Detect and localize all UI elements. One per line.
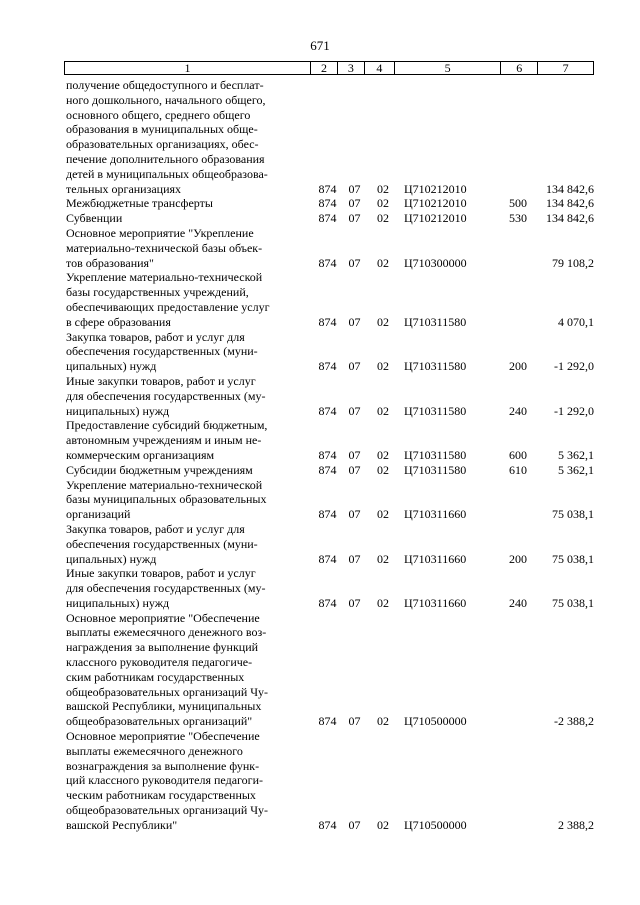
row-gr-code: 874 xyxy=(318,595,337,610)
row-name: Основное мероприятие "Укрепление материально-технической базы объек- тов образования" xyxy=(66,225,263,270)
row-gr-code: 874 xyxy=(318,507,337,522)
header-col-7: 7 xyxy=(562,61,569,75)
row-gr-code: 874 xyxy=(318,211,337,226)
row-section-code: 07 xyxy=(348,359,361,374)
row-section-code: 07 xyxy=(348,447,361,462)
row-target-code: Ц710311580 xyxy=(404,314,467,329)
row-amount: 75 038,1 xyxy=(552,595,594,610)
row-expense-type: 240 xyxy=(509,595,527,610)
header-col-6: 6 xyxy=(501,62,538,74)
row-section-code: 07 xyxy=(348,551,361,566)
row-target-code: Ц710311660 xyxy=(404,595,467,610)
row-section-code: 07 xyxy=(348,181,361,196)
table-body xyxy=(64,78,594,833)
row-subsection-code: 02 xyxy=(377,447,389,462)
row-subsection-code: 02 xyxy=(377,595,389,610)
row-target-code: Ц710311660 xyxy=(404,551,467,566)
table-row xyxy=(64,566,594,610)
row-target-code: Ц710212010 xyxy=(404,181,467,196)
header-col-4: 4 xyxy=(365,62,395,74)
row-amount: 5 362,1 xyxy=(558,462,594,477)
row-target-code: Ц710311580 xyxy=(404,403,467,418)
row-amount: 134 842,6 xyxy=(546,196,594,211)
table-row xyxy=(64,418,594,462)
row-subsection-code: 02 xyxy=(377,314,389,329)
row-gr-code: 874 xyxy=(318,714,337,729)
row-subsection-code: 02 xyxy=(377,507,389,522)
row-subsection-code: 02 xyxy=(377,714,389,729)
row-expense-type: 530 xyxy=(509,211,527,226)
row-target-code: Ц710300000 xyxy=(404,255,467,270)
row-name: Закупка товаров, работ и услуг для обеспечения государственных (муни- ципальных) нужд xyxy=(66,329,258,374)
page-number: 671 xyxy=(310,38,330,53)
table-row xyxy=(64,330,594,374)
row-name: Иные закупки товаров, работ и услуг для обеспечения государственных (му- ниципальных) нужд xyxy=(66,373,266,418)
row-section-code: 07 xyxy=(348,462,361,477)
row-expense-type: 240 xyxy=(509,403,527,418)
row-name: Основное мероприятие "Обеспечение выплаты ежемесячного денежного воз- награждения за выполнение функций классного руководителя педагогиче- ским работникам государственных общеобразовательных организаций Чу- вашской Республики, муниципальных общеобразовательных организаций" xyxy=(66,610,269,729)
header-col-2: 2 xyxy=(311,62,338,74)
table-row xyxy=(64,211,594,226)
row-expense-type: 200 xyxy=(509,551,527,566)
table-row xyxy=(64,374,594,418)
row-section-code: 07 xyxy=(348,817,361,832)
row-gr-code: 874 xyxy=(318,817,337,832)
row-name: Основное мероприятие "Обеспечение выплаты ежемесячного денежного вознаграждения за выполнение функ- ций классного руководителя педагоги- ческим работникам государственных общеобразовательных организаций Чу- вашской Республики" xyxy=(66,729,269,832)
row-amount: 2 388,2 xyxy=(558,817,594,832)
row-subsection-code: 02 xyxy=(377,551,389,566)
table-row xyxy=(64,270,594,329)
row-expense-type: 610 xyxy=(509,462,527,477)
row-target-code: Ц710212010 xyxy=(404,196,467,211)
row-target-code: Ц710311580 xyxy=(404,359,467,374)
row-subsection-code: 02 xyxy=(377,181,389,196)
row-target-code: Ц710212010 xyxy=(404,211,467,226)
row-section-code: 07 xyxy=(348,196,361,211)
row-amount: 5 362,1 xyxy=(558,447,594,462)
row-expense-type: 200 xyxy=(509,359,527,374)
row-gr-code: 874 xyxy=(318,403,337,418)
row-name: Укрепление материально-технической базы муниципальных образовательных организаций xyxy=(66,477,267,522)
row-gr-code: 874 xyxy=(318,551,337,566)
table-row xyxy=(64,478,594,522)
row-name: Иные закупки товаров, работ и услуг для обеспечения государственных (му- ниципальных) нужд xyxy=(66,566,266,610)
row-gr-code: 874 xyxy=(318,181,337,196)
row-name: Субвенции xyxy=(66,211,123,226)
table-row xyxy=(64,522,594,566)
header-col-5: 5 xyxy=(395,62,502,74)
table-header xyxy=(64,61,594,75)
row-expense-type: 500 xyxy=(509,196,527,211)
row-subsection-code: 02 xyxy=(377,255,389,270)
row-subsection-code: 02 xyxy=(377,359,389,374)
row-subsection-code: 02 xyxy=(377,403,389,418)
row-target-code: Ц710500000 xyxy=(404,817,467,832)
row-amount: 79 108,2 xyxy=(552,255,594,270)
table-row xyxy=(64,78,594,196)
row-section-code: 07 xyxy=(348,211,361,226)
row-subsection-code: 02 xyxy=(377,817,389,832)
row-amount: 75 038,1 xyxy=(552,507,594,522)
row-name: Предоставление субсидий бюджетным, автономным учреждениям и иным не- коммерческим организациям xyxy=(66,418,268,462)
row-amount: 75 038,1 xyxy=(552,551,594,566)
row-amount: 134 842,6 xyxy=(546,181,594,196)
row-section-code: 07 xyxy=(348,403,361,418)
table-row xyxy=(64,729,594,833)
row-section-code: 07 xyxy=(348,314,361,329)
row-target-code: Ц710500000 xyxy=(404,714,467,729)
row-amount: -1 292,0 xyxy=(554,359,594,374)
row-subsection-code: 02 xyxy=(377,211,389,226)
header-col-3: 3 xyxy=(338,62,365,74)
row-name: Укрепление материально-технической базы государственных учреждений, обеспечивающих предоставление услуг в сфере образования xyxy=(66,270,270,329)
row-gr-code: 874 xyxy=(318,255,337,270)
row-gr-code: 874 xyxy=(318,462,337,477)
row-gr-code: 874 xyxy=(318,359,337,374)
row-amount: -2 388,2 xyxy=(554,714,594,729)
table-row xyxy=(64,196,594,211)
row-name: Межбюджетные трансферты xyxy=(66,196,213,211)
row-subsection-code: 02 xyxy=(377,196,389,211)
row-section-code: 07 xyxy=(348,255,361,270)
header-col-1: 1 xyxy=(65,62,311,74)
table-row xyxy=(64,611,594,729)
row-expense-type: 600 xyxy=(509,447,527,462)
row-name: получение общедоступного и бесплат- ного дошкольного, начального общего, основного общего, среднего общего образования в муниципальных обще- образовательных организациях, обес- печение дополнительного образования детей в муниципальных общеобразова- тельных организациях xyxy=(66,78,268,196)
row-section-code: 07 xyxy=(348,714,361,729)
row-name: Закупка товаров, работ и услуг для обеспечения государственных (муни- ципальных) нужд xyxy=(66,521,258,566)
row-amount: -1 292,0 xyxy=(554,403,594,418)
row-target-code: Ц710311580 xyxy=(404,447,467,462)
row-gr-code: 874 xyxy=(318,447,337,462)
row-gr-code: 874 xyxy=(318,314,337,329)
row-gr-code: 874 xyxy=(318,196,337,211)
row-amount: 134 842,6 xyxy=(546,211,594,226)
row-amount: 4 070,1 xyxy=(558,314,594,329)
row-target-code: Ц710311580 xyxy=(404,462,467,477)
row-section-code: 07 xyxy=(348,595,361,610)
table-row xyxy=(64,226,594,270)
row-target-code: Ц710311660 xyxy=(404,507,467,522)
row-name: Субсидии бюджетным учреждениям xyxy=(66,462,253,477)
row-section-code: 07 xyxy=(348,507,361,522)
row-subsection-code: 02 xyxy=(377,462,389,477)
table-row xyxy=(64,463,594,478)
